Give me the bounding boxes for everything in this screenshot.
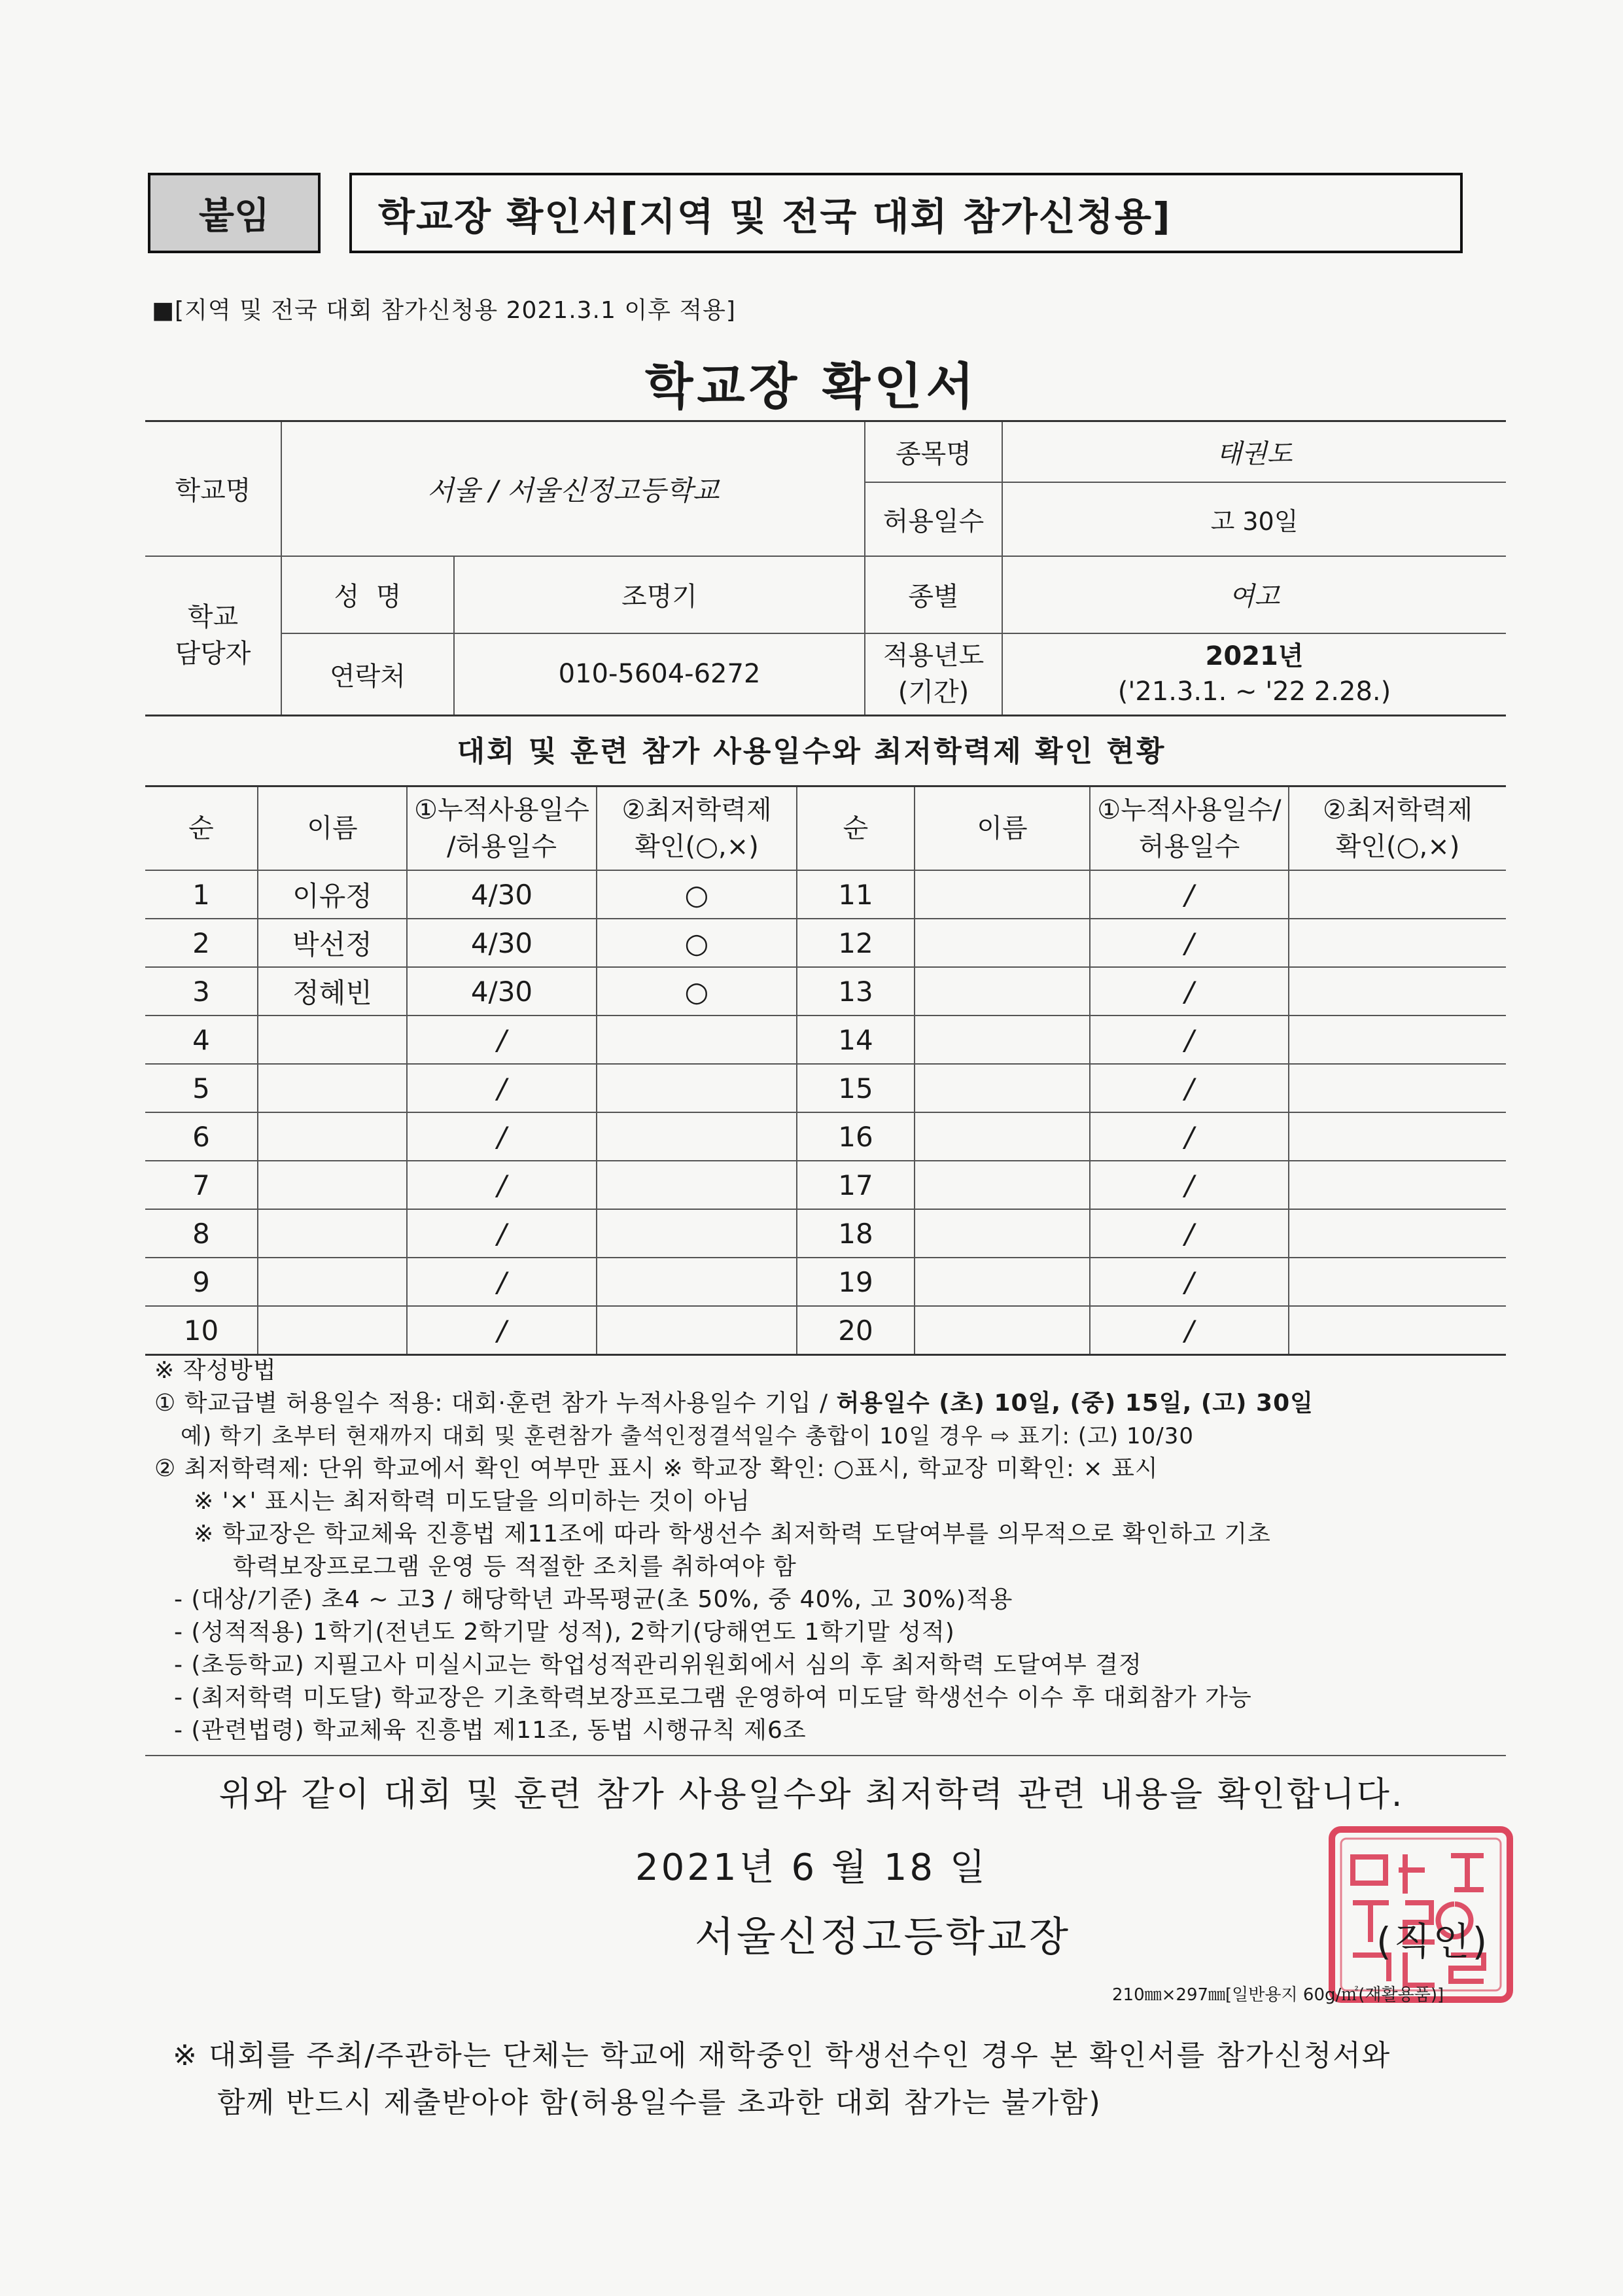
row-no-left: 10 (145, 1306, 258, 1355)
instruction-line-1-bold: 허용일수 (초) 10일, (중) 15일, (고) 30일 (836, 1390, 1314, 1417)
row-check-right (1289, 1161, 1506, 1209)
row-days-left: 4/30 (407, 919, 597, 967)
sport-value: 태권도 (1002, 421, 1506, 482)
row-check-right (1289, 1306, 1506, 1355)
contact-value: 010-5604-6272 (454, 633, 865, 716)
row-name-left (258, 1112, 407, 1161)
applicability-note: ■[지역 및 전국 대회 참가신청용 2021.3.1 이후 적용] (152, 297, 736, 324)
footer-note (173, 2032, 1533, 2127)
table-row (145, 1258, 1506, 1306)
row-no-left: 6 (145, 1112, 258, 1161)
period-value (1002, 633, 1506, 716)
attachment-tag-label: 붙임 (198, 194, 270, 238)
row-days-right: / (1090, 1161, 1289, 1209)
row-name-right (915, 1064, 1090, 1112)
row-name-right (915, 1258, 1090, 1306)
row-days-left: 4/30 (407, 967, 597, 1016)
school-name-value: 서울 / 서울신정고등학교 (281, 421, 865, 556)
row-check-right (1289, 967, 1506, 1016)
instruction-line-9: - (초등학교) 지필고사 미실시교는 학업성적관리위원회에서 심의 후 최저학력 도달여부 결정 (174, 1651, 1142, 1678)
row-days-left: / (407, 1112, 597, 1161)
footer-note-line-2: 함께 반드시 제출받아야 함(허용일수를 초과한 대회 참가는 불가함) (217, 2086, 1102, 2119)
row-no-right: 15 (797, 1064, 915, 1112)
instruction-line-7: - (대상/기준) 초4 ~ 고3 / 해당학년 과목평균(초 50%, 중 40%, 고 30%)적용 (174, 1586, 1013, 1613)
table-body (145, 870, 1506, 1355)
instruction-line-3: ② 최저학력제: 단위 학교에서 확인 여부만 표시 ※ 학교장 확인: ○표시, 학교장 미확인: × 표시 (154, 1455, 1159, 1482)
instructions-block (154, 1354, 1515, 1747)
seal-label: (직인) (1376, 1919, 1490, 1964)
header-days-left: ①누적사용일수 /허용일수 (407, 786, 597, 871)
row-name-left (258, 1258, 407, 1306)
row-check-right (1289, 1064, 1506, 1112)
row-check-right (1289, 870, 1506, 919)
principal-name: 서울신정고등학교장 (695, 1913, 1072, 1960)
row-no-left: 5 (145, 1064, 258, 1112)
row-check-left: ○ (597, 967, 797, 1016)
row-no-right: 16 (797, 1112, 915, 1161)
row-check-left (597, 1064, 797, 1112)
row-days-left: / (407, 1161, 597, 1209)
row-check-left: ○ (597, 870, 797, 919)
table-row (145, 1209, 1506, 1258)
row-no-right: 17 (797, 1161, 915, 1209)
table-row (145, 919, 1506, 967)
row-days-left: / (407, 1258, 597, 1306)
divider (145, 1755, 1506, 1756)
allowed-days-value: 고 30일 (1002, 482, 1506, 556)
row-check-left: ○ (597, 919, 797, 967)
row-days-right: / (1090, 919, 1289, 967)
row-days-right: / (1090, 1258, 1289, 1306)
period-label: 적용년도 (기간) (865, 633, 1002, 716)
header-no-right: 순 (797, 786, 915, 871)
instruction-line-2: 예) 학기 초부터 현재까지 대회 및 훈련참가 출석인정결석일수 총합이 10일 경우 ⇨ 표기: (고) 10/30 (181, 1423, 1194, 1449)
contact-label: 연락처 (281, 633, 454, 716)
sport-label: 종목명 (865, 421, 1002, 482)
row-name-right (915, 967, 1090, 1016)
row-name-left (258, 1306, 407, 1355)
header-no-left: 순 (145, 786, 258, 871)
row-days-right: / (1090, 1209, 1289, 1258)
row-no-right: 13 (797, 967, 915, 1016)
row-check-right (1289, 1112, 1506, 1161)
instruction-line-10: - (최저학력 미도달) 학교장은 기초학력보장프로그램 운영하여 미도달 학생선수 이수 후 대회참가 가능 (174, 1684, 1252, 1711)
row-no-right: 20 (797, 1306, 915, 1355)
table-header-row (145, 786, 1506, 871)
row-name-left (258, 1161, 407, 1209)
table-row (145, 1112, 1506, 1161)
table-row (145, 1016, 1506, 1064)
row-name-left: 이유정 (258, 870, 407, 919)
row-no-right: 12 (797, 919, 915, 967)
row-name-left (258, 1064, 407, 1112)
paper-spec: 210㎜×297㎜[일반용지 60g/㎡(재활용품)] (1112, 1985, 1444, 2005)
row-name-right (915, 1306, 1090, 1355)
header-name-right: 이름 (915, 786, 1090, 871)
row-name-left: 박선정 (258, 919, 407, 967)
row-name-left (258, 1016, 407, 1064)
row-days-right: / (1090, 1016, 1289, 1064)
row-no-right: 14 (797, 1016, 915, 1064)
row-days-right: / (1090, 1306, 1289, 1355)
row-no-left: 2 (145, 919, 258, 967)
issue-date: 2021년 6 월 18 일 (635, 1846, 988, 1889)
row-name-right (915, 1161, 1090, 1209)
document-title: 학교장 확인서[지역 및 전국 대회 참가신청용] (378, 194, 1172, 239)
row-no-left: 1 (145, 870, 258, 919)
row-check-left (597, 1258, 797, 1306)
row-days-left: / (407, 1306, 597, 1355)
row-check-right (1289, 1209, 1506, 1258)
row-no-left: 7 (145, 1161, 258, 1209)
row-check-left (597, 1161, 797, 1209)
row-check-left (597, 1112, 797, 1161)
instruction-line-1-text: ① 학교급별 허용일수 적용: 대회·훈련 참가 누적사용일수 기입 / (154, 1390, 837, 1417)
row-no-left: 3 (145, 967, 258, 1016)
instruction-line-4: ※ '×' 표시는 최저학력 미도달을 의미하는 것이 아님 (194, 1488, 750, 1515)
instruction-line-5: ※ 학교장은 학교체육 진흥법 제11조에 따라 학생선수 최저학력 도달여부를 의무적으로 확인하고 기초 (194, 1521, 1271, 1547)
period-year: 2021년 (1205, 641, 1304, 672)
header-name-left: 이름 (258, 786, 407, 871)
table-row (145, 870, 1506, 919)
row-no-left: 4 (145, 1016, 258, 1064)
header-check-right: ②최저학력제 확인(○,×) (1289, 786, 1506, 871)
manager-name-value: 조명기 (454, 556, 865, 633)
row-days-right: / (1090, 967, 1289, 1016)
row-name-left: 정혜빈 (258, 967, 407, 1016)
school-info-table (145, 420, 1506, 716)
instructions-heading: ※ 작성방법 (154, 1357, 277, 1384)
category-value: 여고 (1002, 556, 1506, 633)
row-name-right (915, 1112, 1090, 1161)
row-days-right: / (1090, 870, 1289, 919)
allowed-days-label: 허용일수 (865, 482, 1002, 556)
header-check-left: ②최저학력제 확인(○,×) (597, 786, 797, 871)
row-name-right (915, 870, 1090, 919)
row-no-right: 11 (797, 870, 915, 919)
row-check-right (1289, 919, 1506, 967)
row-name-right (915, 919, 1090, 967)
row-no-right: 19 (797, 1258, 915, 1306)
manager-name-label: 성 명 (281, 556, 454, 633)
table-row (145, 967, 1506, 1016)
row-days-left: / (407, 1016, 597, 1064)
instruction-line-6: 학력보장프로그램 운영 등 적절한 조치를 취하여야 함 (233, 1553, 797, 1580)
row-name-right (915, 1016, 1090, 1064)
page-title: 학교장 확인서 (645, 357, 978, 415)
category-label: 종별 (865, 556, 1002, 633)
row-days-left: / (407, 1209, 597, 1258)
instruction-line-1 (154, 1387, 1515, 1420)
instruction-line-11: - (관련법령) 학교체육 진흥법 제11조, 동법 시행규칙 제6조 (174, 1717, 807, 1744)
header-days-right: ①누적사용일수/ 허용일수 (1090, 786, 1289, 871)
status-section-title: 대회 및 훈련 참가 사용일수와 최저학력제 확인 현황 (457, 735, 1166, 768)
row-name-left (258, 1209, 407, 1258)
row-name-right (915, 1209, 1090, 1258)
row-check-right (1289, 1016, 1506, 1064)
footer-note-line-1: ※ 대회를 주최/주관하는 단체는 학교에 재학중인 학생선수인 경우 본 확인서를 참가신청서와 (173, 2039, 1391, 2072)
row-no-right: 18 (797, 1209, 915, 1258)
row-no-left: 9 (145, 1258, 258, 1306)
row-check-left (597, 1306, 797, 1355)
school-name-label: 학교명 (145, 421, 281, 556)
row-days-left: / (407, 1064, 597, 1112)
row-check-right (1289, 1258, 1506, 1306)
row-days-left: 4/30 (407, 870, 597, 919)
row-days-right: / (1090, 1064, 1289, 1112)
row-no-left: 8 (145, 1209, 258, 1258)
table-row (145, 1306, 1506, 1355)
row-check-left (597, 1209, 797, 1258)
row-days-right: / (1090, 1112, 1289, 1161)
document-title-box (349, 173, 1463, 253)
athlete-status-table (145, 785, 1506, 1356)
period-range: ('21.3.1. ~ '22 2.28.) (1117, 677, 1391, 707)
attachment-tag (148, 173, 321, 253)
table-row (145, 1064, 1506, 1112)
instruction-line-8: - (성적적용) 1학기(전년도 2학기말 성적), 2학기(당해연도 1학기말 성적) (174, 1619, 955, 1646)
confirmation-statement: 위와 같이 대회 및 훈련 참가 사용일수와 최저학력 관련 내용을 확인합니다. (218, 1775, 1405, 1814)
row-check-left (597, 1016, 797, 1064)
manager-label: 학교 담당자 (145, 556, 281, 716)
table-row (145, 1161, 1506, 1209)
